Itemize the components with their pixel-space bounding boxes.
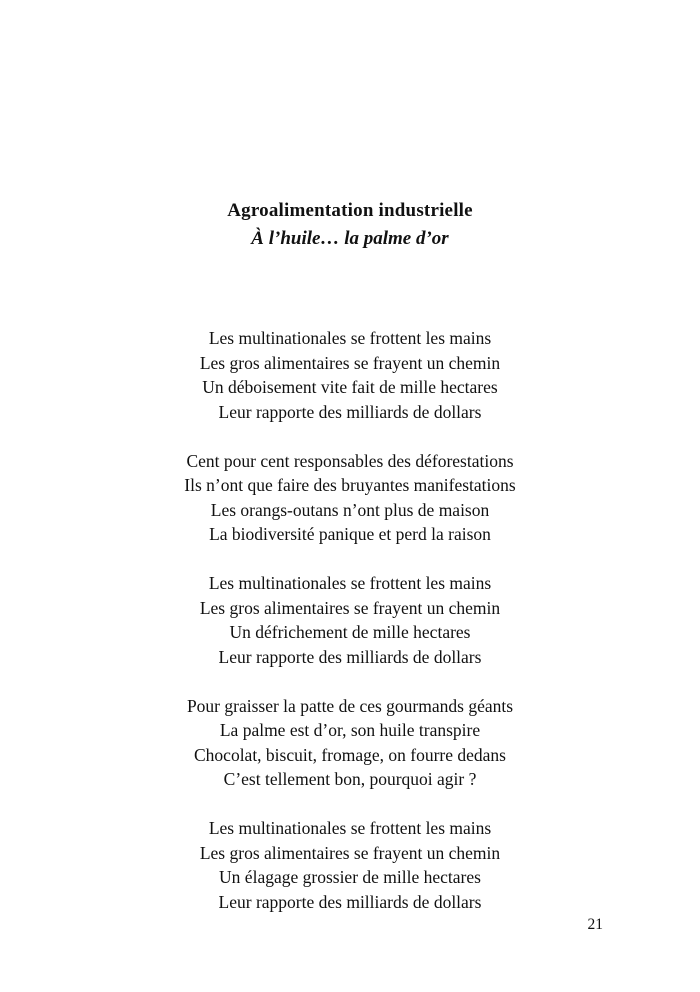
- poem-line: Un élagage grossier de mille hectares: [219, 867, 481, 887]
- poem-line: Les orangs-outans n’ont plus de maison: [210, 499, 490, 520]
- poem-line: Les multinationales se frottent les mains: [208, 818, 492, 838]
- page-number: 21: [587, 916, 603, 933]
- poem-line: Chocolat, biscuit, fromage, on fourre dedans: [194, 744, 506, 765]
- poem-line: Les gros alimentaires se frayent un chemin: [199, 597, 501, 618]
- poem-line: Les gros alimentaires se frayent un chemin: [199, 842, 501, 863]
- poem-title: Agroalimentation industrielle: [227, 200, 473, 221]
- poem: [0, 326, 700, 914]
- poem-line: Les multinationales se frottent les mains: [208, 573, 492, 593]
- poem-line: C’est tellement bon, pourquoi agir ?: [223, 769, 477, 789]
- stanza: [0, 449, 700, 547]
- title-block: [0, 0, 700, 253]
- poem-line: La palme est d’or, son huile transpire: [219, 720, 481, 740]
- poem-line: Pour graisser la patte de ces gourmands géants: [186, 695, 514, 716]
- poem-line: Leur rapporte des milliards de dollars: [218, 646, 482, 667]
- stanza: [0, 326, 700, 424]
- poem-line: Les gros alimentaires se frayent un chemin: [199, 352, 501, 373]
- poem-subtitle: À l’huile… la palme d’or: [251, 228, 449, 249]
- poem-line: Un défrichement de mille hectares: [229, 622, 471, 642]
- stanza: [0, 694, 700, 792]
- poem-line: Cent pour cent responsables des déforestations: [186, 450, 514, 471]
- poem-line: Les multinationales se frottent les mains: [208, 328, 492, 348]
- poem-line: Leur rapporte des milliards de dollars: [218, 401, 482, 422]
- poem-line: Ils n’ont que faire des bruyantes manifestations: [184, 475, 516, 495]
- poem-line: Un déboisement vite fait de mille hectares: [202, 377, 498, 397]
- poem-line: La biodiversité panique et perd la raison: [209, 524, 491, 544]
- stanza: [0, 816, 700, 914]
- poem-line: Leur rapporte des milliards de dollars: [218, 891, 482, 912]
- stanza: [0, 571, 700, 669]
